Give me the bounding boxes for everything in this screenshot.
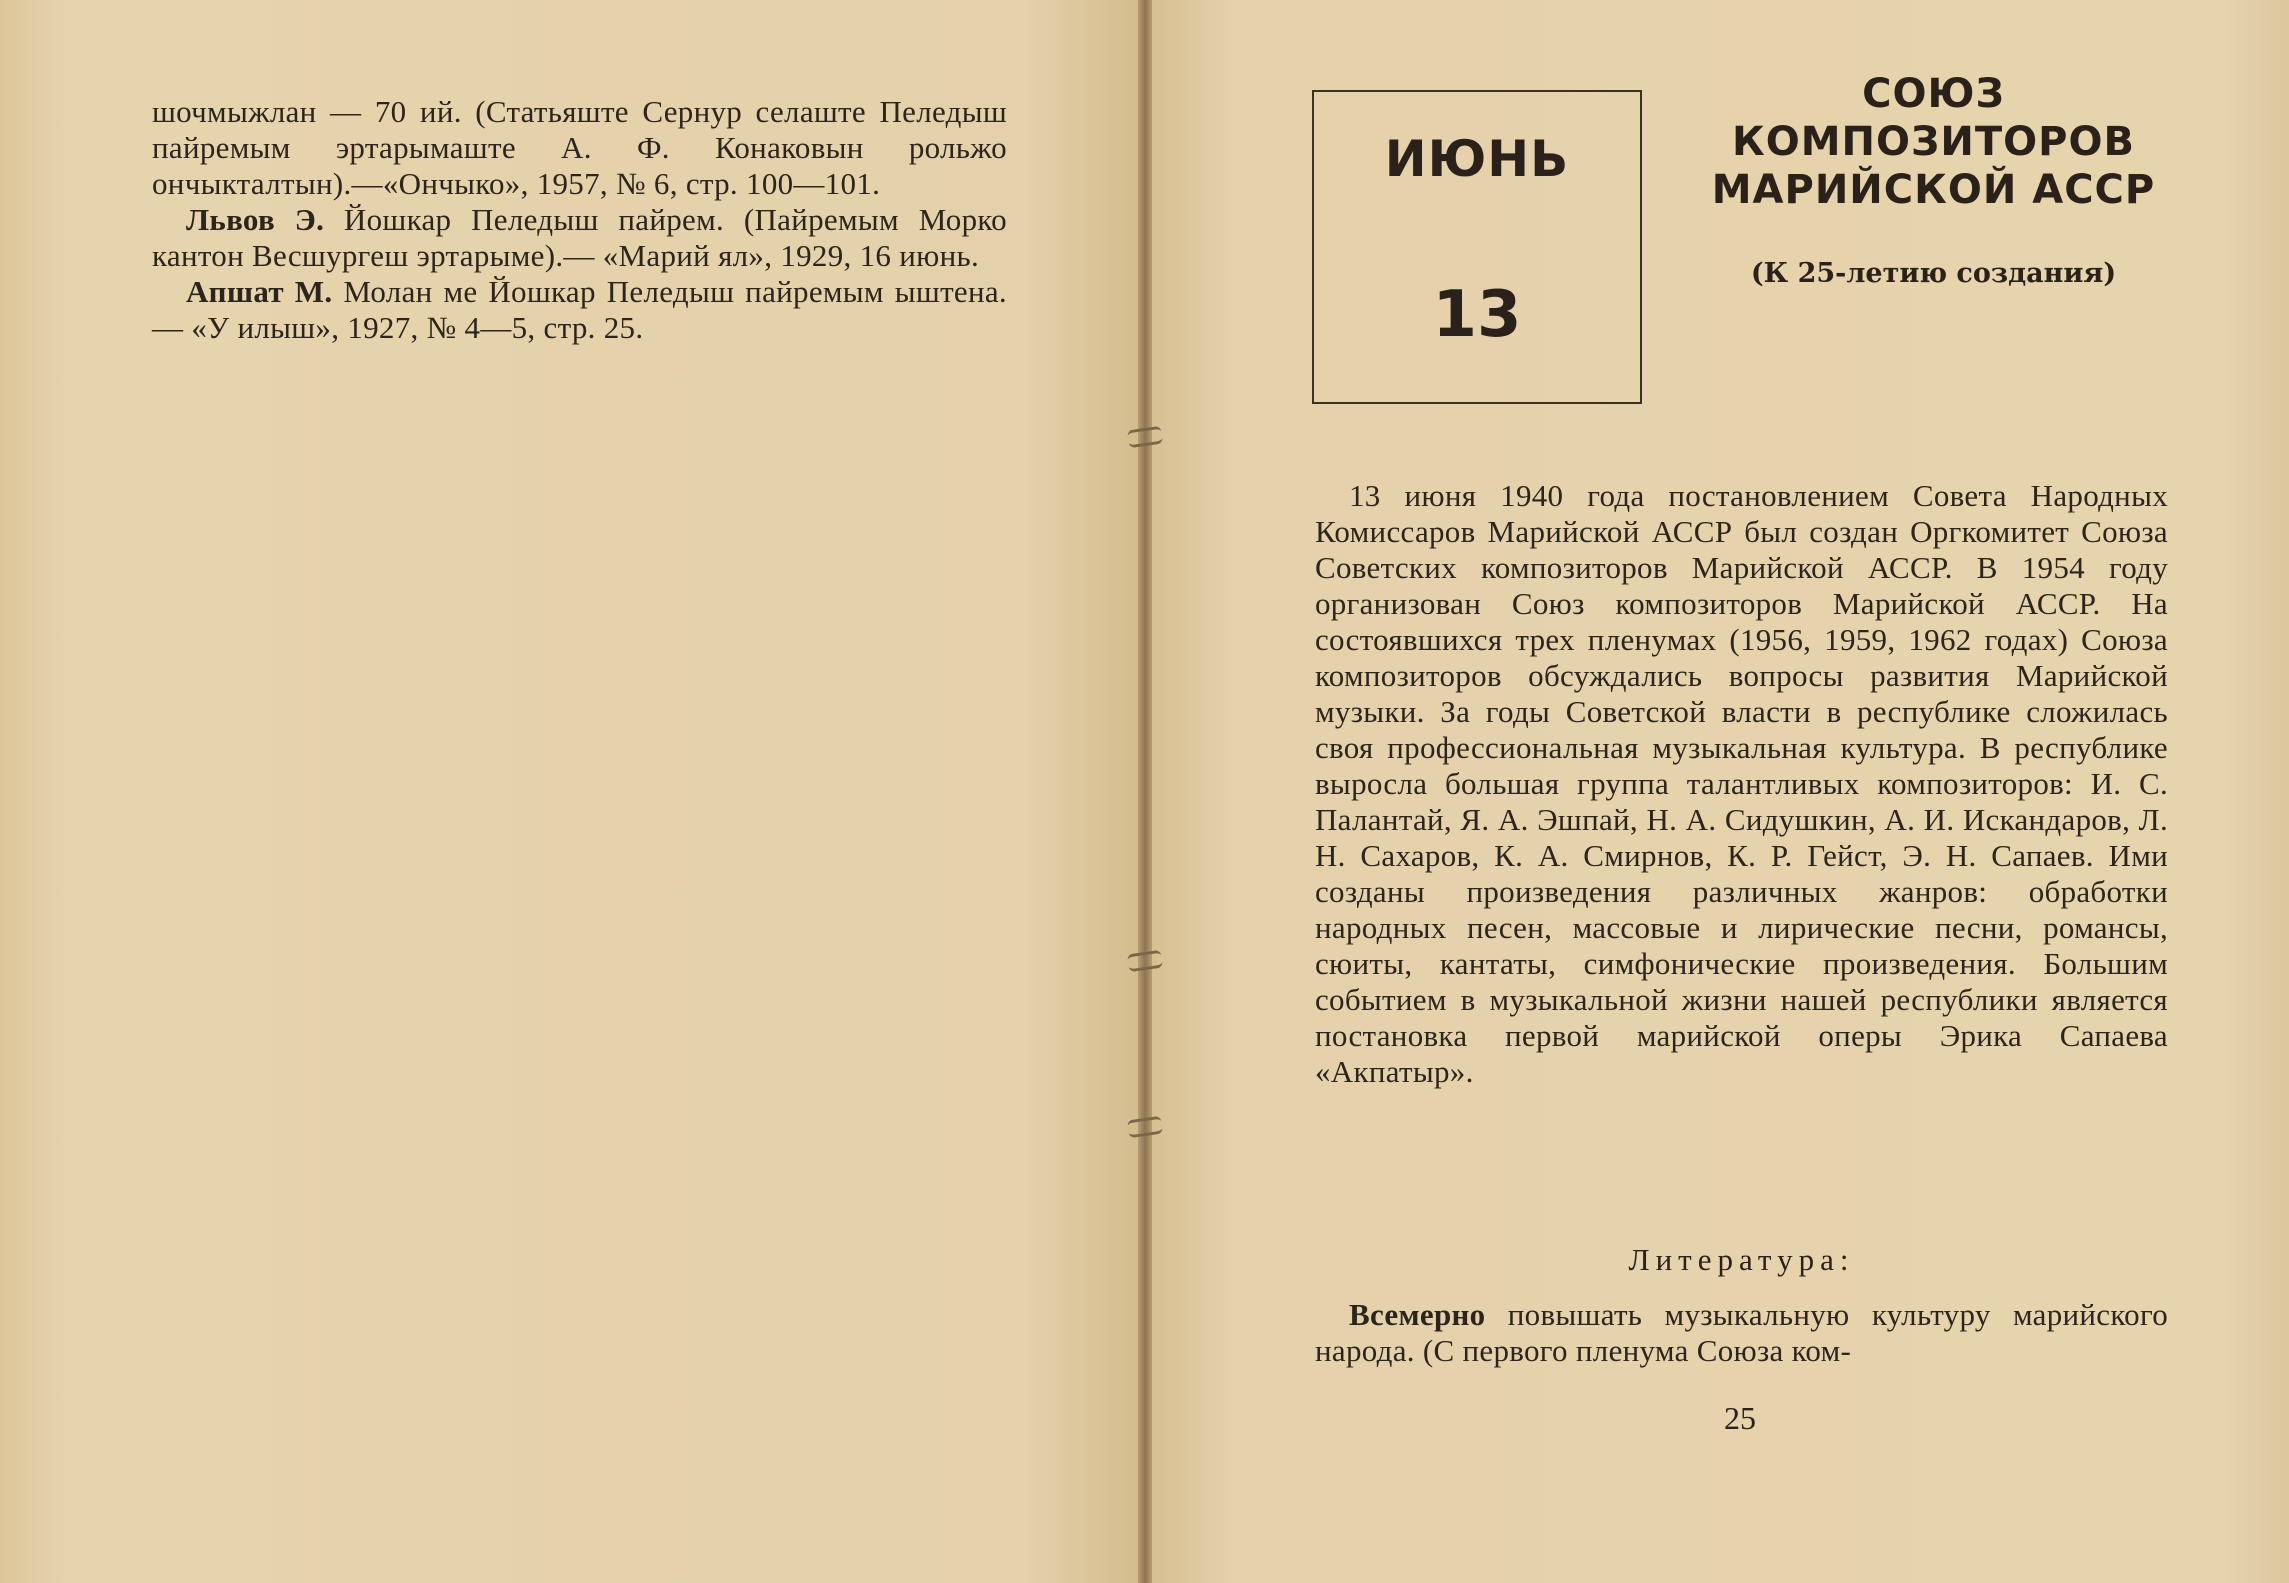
bibliography-entry — [1315, 1297, 2168, 1369]
date-box — [1312, 90, 1642, 404]
page-number: 25 — [1724, 1400, 1756, 1436]
bibliography-entry — [152, 274, 1007, 346]
article-subheading: (К 25-летию создания) — [1750, 258, 2117, 289]
book-spine — [1138, 0, 1152, 1583]
date-month: ИЮНЬ — [1384, 130, 1570, 188]
entry-text: Молан ме Йошкар Пеледыш пайремым ыштена.— «У илыш», 1927, № 4—5, стр. 25. — [152, 274, 1007, 345]
literature-title: Литература: — [1628, 1242, 1855, 1277]
bibliography-entry: шочмыжлан — 70 ий. (Статьяште Сернур селаште Пеледыш пайремым эртарымаште А. Ф. Конаковын рольжо ончыкталтын).—«Ончыко», 1957, № 6, стр. 100—101. — [152, 94, 1007, 201]
body-paragraph: 13 июня 1940 года постановлением Совета Народных Комиссаров Марийской АССР был создан Оргкомитет Союза Советских композиторов Марийской АССР. В 1954 году организован Союз композиторов Марийской АССР. На состоявшихся трех пленумах (1956, 1959, 1962 годах) Союза композиторов обсуждались вопросы развития Марийской музыки. За годы Советской власти в республике сложилась своя профессиональная музыкальная культура. В республике выросла большая группа талантливых композиторов: И. С. Палантай, Я. А. Эшпай, Н. А. Сидушкин, А. И. Искандаров, Л. Н. Сахаров, К. А. Смирнов, К. Р. Гейст, Э. Н. Сапаев. Ими созданы произведения различных жанров: обработки народных песен, массовые и лирические песни, романсы, сюиты, кантаты, симфонические произведения. Большим событием в музыкальной жизни нашей республики является постановка первой марийской оперы Эрика Сапаева «Акпатыр». — [1315, 478, 2168, 1089]
heading-line: СОЮЗ — [1862, 71, 2005, 117]
heading-line: МАРИЙСКОЙ АССР — [1711, 167, 2156, 213]
entry-text: повышать музыкальную культуру марийского народа. (С первого пленума Союза ком- — [1315, 1297, 2168, 1368]
left-page-text — [152, 94, 1007, 346]
author-name: Апшат М. — [186, 274, 333, 309]
date-day: 13 — [1432, 278, 1522, 352]
article-heading — [1676, 70, 2191, 214]
heading-line: КОМПОЗИТОРОВ — [1732, 119, 2135, 165]
literature-entry — [1315, 1297, 2168, 1369]
bibliography-entry — [152, 202, 1007, 274]
entry-text: Йошкар Пеледыш пайрем. (Пайремым Морко кантон Весшургеш эртарыме).— «Марий ял», 1929, 16 июнь. — [152, 202, 1007, 273]
article-body — [1315, 478, 2168, 1090]
author-name: Львов Э. — [186, 202, 325, 237]
entry-bold: Всемерно — [1349, 1297, 1486, 1332]
